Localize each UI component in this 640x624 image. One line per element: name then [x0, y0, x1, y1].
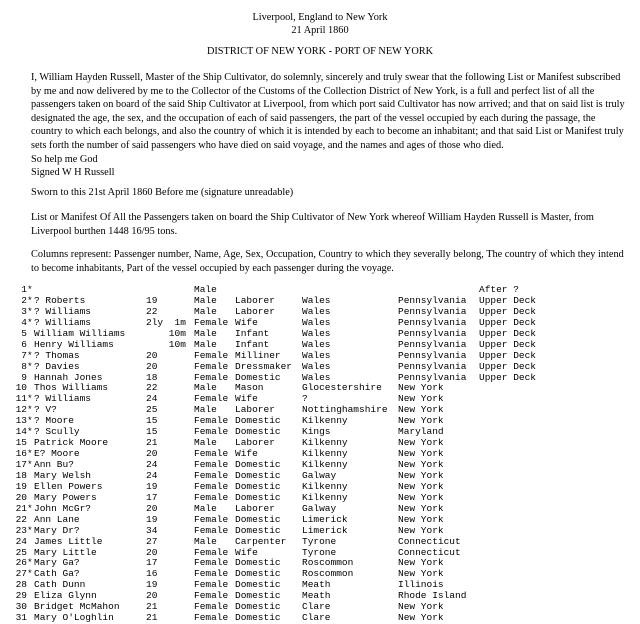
- passenger-age: 22: [146, 382, 158, 394]
- transcription-mark: *: [27, 305, 33, 317]
- passenger-occupation: Dressmaker: [235, 360, 293, 372]
- passenger-name: James Little: [34, 535, 103, 547]
- passenger-sex: Male: [194, 502, 217, 514]
- passenger-sex: Male: [194, 305, 217, 317]
- list-intro-line: Liverpool burthen 1448 16/95 tons.: [31, 225, 178, 237]
- passenger-occupation: Domestic: [235, 371, 281, 383]
- passenger-occupation: Domestic: [235, 612, 281, 624]
- passenger-destination: Pennsylvania: [398, 360, 467, 372]
- passenger-number: 8: [21, 360, 27, 372]
- passenger-destination: Connecticut: [398, 535, 461, 547]
- passenger-origin: Limerick: [302, 524, 348, 536]
- passenger-occupation: Domestic: [235, 590, 281, 602]
- transcription-mark: *: [27, 349, 33, 361]
- passenger-name: Thos Williams: [34, 382, 109, 394]
- passenger-destination: New York: [398, 480, 444, 492]
- passenger-sex: Female: [194, 393, 229, 405]
- passenger-origin: Wales: [302, 316, 331, 328]
- passenger-number: 19: [15, 480, 27, 492]
- passenger-destination: New York: [398, 601, 444, 613]
- passenger-occupation: Laborer: [235, 305, 275, 317]
- passenger-destination: Pennsylvania: [398, 294, 467, 306]
- passenger-sex: Male: [194, 382, 217, 394]
- passenger-number: 10: [15, 382, 27, 394]
- columns-line: Columns represent: Passenger number, Name, Age, Sex, Occupation, Country to which they severally belong, The country of which they intend: [31, 249, 624, 260]
- passenger-destination: New York: [398, 513, 444, 525]
- passenger-sex: Female: [194, 371, 229, 383]
- passenger-destination: New York: [398, 469, 444, 481]
- passenger-origin: Nottinghamshire: [302, 404, 388, 416]
- passenger-age: 21: [146, 601, 158, 613]
- passenger-destination: New York: [398, 502, 444, 514]
- passenger-occupation: Laborer: [235, 502, 275, 514]
- passenger-occupation: Domestic: [235, 459, 281, 470]
- passenger-destination: Pennsylvania: [398, 338, 467, 350]
- passenger-sex: Male: [194, 284, 217, 295]
- passenger-name: Mary Dr?: [34, 524, 80, 536]
- passenger-age: 17: [146, 557, 158, 569]
- passenger-destination: New York: [398, 568, 444, 580]
- passenger-sex: Male: [194, 535, 217, 547]
- passenger-age: 10m: [146, 338, 186, 350]
- vessel-part: Upper Deck: [479, 327, 537, 339]
- passenger-origin: Roscommon: [302, 568, 354, 580]
- passenger-sex: Male: [194, 327, 217, 339]
- passenger-age: 24: [146, 459, 158, 470]
- passenger-destination: Connecticut: [398, 546, 461, 558]
- passenger-number: 15: [15, 437, 27, 449]
- passenger-destination: Illinois: [398, 579, 444, 591]
- passenger-sex: Male: [194, 404, 217, 416]
- passenger-occupation: Laborer: [235, 437, 275, 449]
- sworn-statement: [31, 186, 636, 200]
- passenger-age: 27: [146, 535, 158, 547]
- passenger-number: 6: [21, 338, 27, 350]
- passenger-name: Ellen Powers: [34, 480, 103, 492]
- passenger-origin: Tyrone: [302, 535, 337, 547]
- passenger-sex: Female: [194, 612, 229, 624]
- passenger-age: 21: [146, 437, 158, 449]
- passenger-age: 15: [146, 415, 158, 427]
- passenger-origin: Kings: [302, 426, 331, 438]
- transcription-mark: *: [27, 524, 33, 536]
- passenger-destination: Pennsylvania: [398, 316, 467, 328]
- passenger-occupation: Wife: [235, 393, 258, 405]
- passenger-destination: New York: [398, 415, 444, 427]
- passenger-origin: Galway: [302, 469, 337, 481]
- passenger-origin: Wales: [302, 327, 331, 339]
- passenger-sex: Female: [194, 524, 229, 536]
- passenger-number: 9: [21, 371, 27, 383]
- passenger-sex: Female: [194, 546, 229, 558]
- passenger-destination: New York: [398, 524, 444, 536]
- passenger-age: 19: [146, 579, 158, 591]
- transcription-mark: *: [27, 557, 33, 569]
- oath-line: sets forth the number of said passengers who have died on said voyage, and the names and ages of those who died.: [31, 139, 504, 151]
- passenger-occupation: Milliner: [235, 349, 281, 361]
- passenger-origin: Kilkenny: [302, 415, 348, 427]
- passenger-age: 20: [146, 546, 158, 558]
- passenger-origin: Wales: [302, 294, 331, 306]
- passenger-sex: Female: [194, 513, 229, 525]
- passenger-occupation: Domestic: [235, 513, 281, 525]
- passenger-destination: Pennsylvania: [398, 371, 467, 383]
- passenger-number: 16: [15, 448, 27, 460]
- passenger-age: 10m: [146, 327, 186, 339]
- passenger-number: 3: [21, 305, 27, 317]
- passenger-sex: Female: [194, 448, 229, 460]
- passenger-age: 21: [146, 612, 158, 624]
- passenger-name: ? Williams: [34, 305, 92, 317]
- passenger-sex: Female: [194, 590, 229, 602]
- passenger-name: Cath Ga?: [34, 568, 80, 580]
- passenger-sex: Female: [194, 601, 229, 613]
- passenger-sex: Female: [194, 415, 229, 427]
- passenger-age: 19: [146, 513, 158, 525]
- passenger-origin: Clare: [302, 601, 331, 613]
- passenger-number: 29: [15, 590, 27, 602]
- passenger-origin: Meath: [302, 579, 331, 591]
- passenger-age: 24: [146, 469, 158, 481]
- passenger-origin: Limerick: [302, 513, 348, 525]
- passenger-occupation: Domestic: [235, 480, 281, 492]
- passenger-name: Mary Powers: [34, 491, 97, 503]
- passenger-destination: Rhode Island: [398, 590, 467, 602]
- vessel-part: Upper Deck: [479, 316, 537, 328]
- passenger-sex: Female: [194, 480, 229, 492]
- passenger-occupation: Carpenter: [235, 535, 287, 547]
- transcription-mark: *: [27, 360, 33, 372]
- passenger-origin: Wales: [302, 349, 331, 361]
- passenger-sex: Male: [194, 338, 217, 350]
- transcription-mark: *: [27, 568, 33, 580]
- passenger-sex: Female: [194, 557, 229, 569]
- passenger-sex: Female: [194, 426, 229, 438]
- oath-line: passengers taken on board of the said Ship Cultivator at Liverpool, from which port said Cultivator has now arrived; and that on said list is truly: [31, 99, 625, 111]
- passenger-age: 25: [146, 404, 158, 416]
- oath-paragraph: [31, 71, 636, 180]
- passenger-age: 34: [146, 524, 158, 536]
- passenger-occupation: Domestic: [235, 557, 281, 569]
- passenger-occupation: Wife: [235, 546, 258, 558]
- passenger-name: William Williams: [34, 327, 126, 339]
- passenger-origin: ?: [302, 393, 308, 405]
- passenger-age: 2ly 1m: [146, 316, 186, 328]
- transcription-mark: *: [27, 316, 33, 328]
- passenger-name: ? Thomas: [34, 349, 80, 361]
- passenger-age: 20: [146, 590, 158, 602]
- district-heading: DISTRICT OF NEW YORK - PORT OF NEW YORK: [206, 46, 434, 57]
- passenger-name: ? Scully: [34, 426, 80, 438]
- date-heading: 21 April 1860: [291, 25, 349, 36]
- sworn-line: Sworn to this 21st April 1860 Before me (signature unreadable): [31, 187, 294, 198]
- passenger-destination: New York: [398, 382, 444, 394]
- list-intro: [31, 211, 636, 238]
- oath-line: by me and now delivered by me to the Collector of the Customs of the Collection District of New York, is a full and perfect list of all the: [31, 85, 595, 97]
- passenger-name: Ann Lane: [34, 513, 80, 525]
- passenger-origin: Kilkenny: [302, 448, 348, 460]
- vessel-part: Upper Deck: [479, 371, 537, 383]
- passenger-occupation: Domestic: [235, 415, 281, 427]
- passenger-number: 17: [15, 459, 27, 470]
- passenger-occupation: Domestic: [235, 426, 281, 438]
- passenger-origin: Kilkenny: [302, 480, 348, 492]
- passenger-origin: Glocestershire: [302, 382, 382, 394]
- oath-line: I, William Hayden Russell, Master of the Ship Cultivator, do solemnly, sincerely and truly swear that the following List or Manifest subscribed: [31, 72, 621, 83]
- passenger-origin: Roscommon: [302, 557, 354, 569]
- passenger-occupation: Wife: [235, 448, 258, 460]
- vessel-part: Upper Deck: [479, 305, 537, 317]
- passenger-destination: New York: [398, 459, 444, 470]
- oath-line: country to which each belongs, and also the country of which it is intended by each to become an inhabitant; and that said List or Manifest truly: [31, 126, 624, 138]
- passenger-name: Henry Williams: [34, 338, 114, 350]
- passenger-name: ? Moore: [34, 415, 74, 427]
- passenger-occupation: Domestic: [235, 524, 281, 536]
- passenger-age: 22: [146, 305, 158, 317]
- passenger-origin: Clare: [302, 612, 331, 624]
- passenger-number: 13: [15, 415, 27, 427]
- passenger-destination: New York: [398, 557, 444, 569]
- passenger-sex: Male: [194, 437, 217, 449]
- transcription-mark: *: [27, 284, 33, 295]
- passenger-sex: Female: [194, 568, 229, 580]
- transcription-mark: *: [27, 426, 33, 438]
- columns-description: [31, 248, 636, 275]
- passenger-age: 16: [146, 568, 158, 580]
- transcription-mark: *: [27, 294, 33, 306]
- passenger-number: 24: [15, 535, 27, 547]
- passenger-age: 20: [146, 502, 158, 514]
- passenger-occupation: Mason: [235, 382, 264, 394]
- passenger-name: ? Williams: [34, 393, 92, 405]
- transcription-mark: *: [27, 393, 33, 405]
- passenger-number: 25: [15, 546, 27, 558]
- passenger-origin: Tyrone: [302, 546, 337, 558]
- passenger-number: 27: [15, 568, 27, 580]
- passenger-name: Mary Welsh: [34, 469, 92, 481]
- passenger-occupation: Domestic: [235, 568, 281, 580]
- oath-line: designated the age, the sex, and the occupation of each of said passengers, the part of the vessel occupied by each during the passage, the: [31, 112, 596, 124]
- passenger-occupation: Laborer: [235, 294, 275, 306]
- passenger-origin: Kilkenny: [302, 437, 348, 449]
- passenger-sex: Female: [194, 491, 229, 503]
- oath-line: Signed W H Russell: [31, 167, 115, 179]
- passenger-age: 19: [146, 480, 158, 492]
- vessel-part: After ?: [479, 284, 519, 295]
- passenger-destination: New York: [398, 437, 444, 449]
- passenger-name: Bridget McMahon: [34, 601, 120, 613]
- passenger-destination: New York: [398, 404, 444, 416]
- passenger-origin: Kilkenny: [302, 491, 348, 503]
- passenger-origin: Wales: [302, 360, 331, 372]
- passenger-sex: Female: [194, 316, 229, 328]
- passenger-sex: Female: [194, 360, 229, 372]
- list-intro-line: List or Manifest Of All the Passengers taken on board the Ship Cultivator of New York whereof William Hayden Russell is Master, from: [31, 212, 594, 223]
- passenger-occupation: Domestic: [235, 491, 281, 503]
- passenger-origin: Galway: [302, 502, 337, 514]
- passenger-name: Ann Bu?: [34, 459, 74, 470]
- passenger-name: Patrick Moore: [34, 437, 109, 449]
- passenger-occupation: Domestic: [235, 469, 281, 481]
- passenger-number: 21: [15, 502, 27, 514]
- passenger-destination: New York: [398, 491, 444, 503]
- passenger-name: ? Davies: [34, 360, 80, 372]
- passenger-name: Mary Ga?: [34, 557, 80, 569]
- passenger-number: 23: [15, 524, 27, 536]
- passenger-occupation: Domestic: [235, 579, 281, 591]
- passenger-name: E? Moore: [34, 448, 80, 460]
- passenger-name: Hannah Jones: [34, 371, 103, 383]
- passenger-occupation: Infant: [235, 338, 270, 350]
- passenger-age: 18: [146, 371, 158, 383]
- passenger-number: 5: [21, 327, 27, 339]
- passenger-age: 20: [146, 349, 158, 361]
- passenger-destination: Pennsylvania: [398, 327, 467, 339]
- passenger-number: 26: [15, 557, 27, 569]
- passenger-destination: Pennsylvania: [398, 305, 467, 317]
- passenger-age: 17: [146, 491, 158, 503]
- transcription-mark: *: [27, 502, 33, 514]
- passenger-origin: Kilkenny: [302, 459, 348, 470]
- passenger-age: 24: [146, 393, 158, 405]
- route-heading: Liverpool, England to New York: [252, 12, 388, 23]
- passenger-occupation: Wife: [235, 316, 258, 328]
- passenger-number: 18: [15, 469, 27, 481]
- passenger-name: ? V?: [34, 404, 57, 416]
- passenger-number: 11: [15, 393, 27, 405]
- passenger-number: 7: [21, 349, 27, 361]
- passenger-destination: Maryland: [398, 426, 444, 438]
- transcription-mark: *: [27, 448, 33, 460]
- passenger-number: 12: [15, 404, 27, 416]
- passenger-sex: Male: [194, 294, 217, 306]
- passenger-origin: Wales: [302, 371, 331, 383]
- passenger-number: 31: [15, 612, 27, 624]
- passenger-number: 4: [21, 316, 27, 328]
- passenger-age: 20: [146, 360, 158, 372]
- passenger-number: 14: [15, 426, 27, 438]
- passenger-name: Cath Dunn: [34, 579, 86, 591]
- passenger-number: 22: [15, 513, 27, 525]
- passenger-age: 20: [146, 448, 158, 460]
- passenger-origin: Wales: [302, 305, 331, 317]
- passenger-occupation: Laborer: [235, 404, 275, 416]
- vessel-part: Upper Deck: [479, 294, 537, 306]
- passenger-name: John McGr?: [34, 502, 92, 514]
- passenger-number: 30: [15, 601, 27, 613]
- columns-line: to become inhabitants, Part of the vessel occupied by each passenger during the voyage.: [31, 262, 394, 274]
- transcription-mark: *: [27, 415, 33, 427]
- passenger-name: Mary Little: [34, 546, 97, 558]
- passenger-origin: Meath: [302, 590, 331, 602]
- vessel-part: Upper Deck: [479, 360, 537, 372]
- passenger-origin: Wales: [302, 338, 331, 350]
- passenger-name: ? Williams: [34, 316, 92, 328]
- passenger-number: 1: [21, 284, 27, 295]
- passenger-number: 2: [21, 294, 27, 306]
- passenger-occupation: Infant: [235, 327, 270, 339]
- passenger-destination: New York: [398, 448, 444, 460]
- passenger-number: 28: [15, 579, 27, 591]
- vessel-part: Upper Deck: [479, 338, 537, 350]
- vessel-part: Upper Deck: [479, 349, 537, 361]
- passenger-name: Mary O'Loghlin: [34, 612, 114, 624]
- passenger-age: 15: [146, 426, 158, 438]
- passenger-destination: Pennsylvania: [398, 349, 467, 361]
- passenger-name: ? Roberts: [34, 294, 86, 306]
- transcription-mark: *: [27, 404, 33, 416]
- oath-line: So help me God: [31, 153, 98, 165]
- passenger-sex: Female: [194, 579, 229, 591]
- transcription-mark: *: [27, 459, 33, 470]
- passenger-age: 19: [146, 294, 158, 306]
- passenger-name: Eliza Glynn: [34, 590, 97, 602]
- passenger-number: 20: [15, 491, 27, 503]
- passenger-sex: Female: [194, 349, 229, 361]
- passenger-occupation: Domestic: [235, 601, 281, 613]
- passenger-sex: Female: [194, 459, 229, 470]
- passenger-destination: New York: [398, 612, 444, 624]
- passenger-sex: Female: [194, 469, 229, 481]
- passenger-destination: New York: [398, 393, 444, 405]
